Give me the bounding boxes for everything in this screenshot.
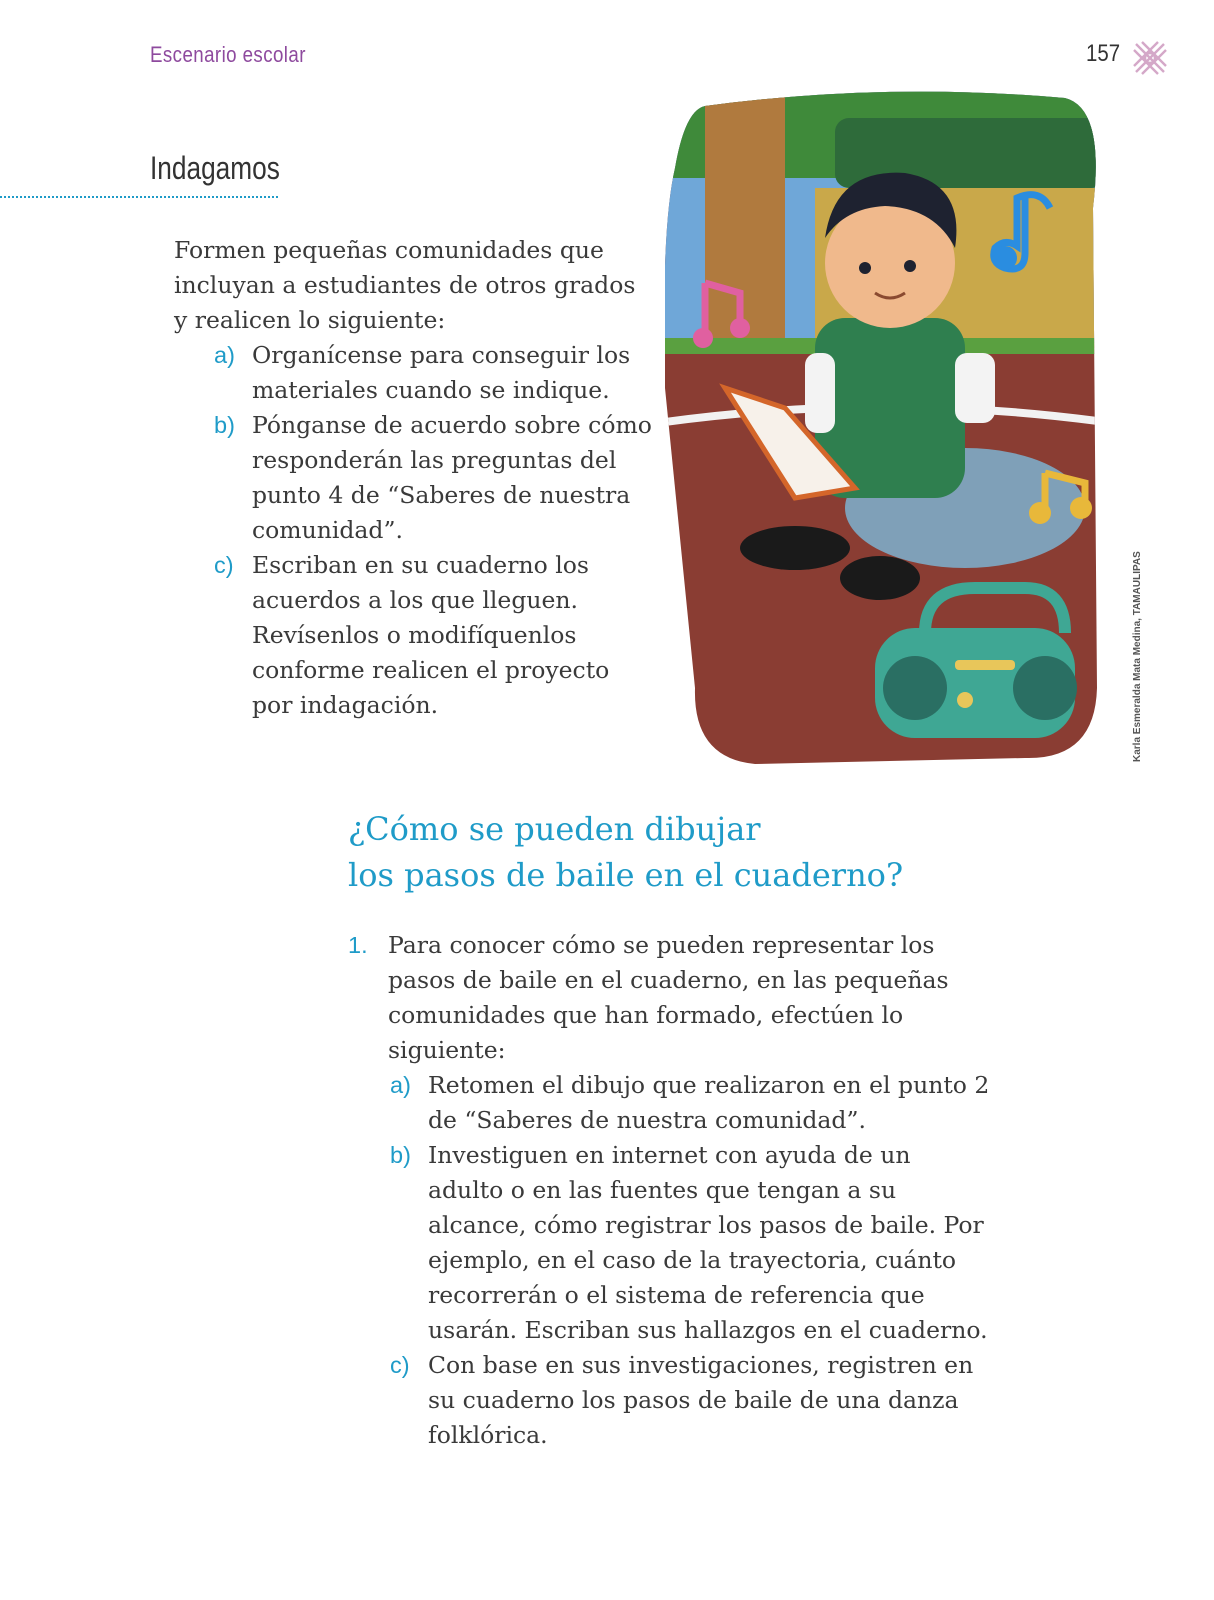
item-number: 1.	[348, 932, 368, 958]
list-item	[390, 1138, 990, 1348]
boy-with-notebook-illustration	[665, 88, 1105, 764]
list-item	[390, 1348, 990, 1453]
item-text: Investiguen en internet con ayuda de un adulto o en las fuentes que tengan a su alcance, cómo registrar los pasos de baile. Por ejemplo, en el caso de la trayectoria, cuánto recorrerán o el sistema de referencia que usarán. Escriban sus hallazgos en el cuaderno.	[428, 1141, 988, 1344]
page-number: 157	[1086, 40, 1121, 67]
illustration-credit: Karla Esmeralda Mata Medina, TAMAULIPAS	[1132, 551, 1143, 762]
item-text: Con base en sus investigaciones, registren en su cuaderno los pasos de baile de una danza folklórica.	[428, 1351, 974, 1449]
section-label: Escenario escolar	[150, 42, 306, 67]
item-marker: c)	[214, 552, 234, 578]
item-marker: b)	[390, 1142, 411, 1168]
section-title: Indagamos	[150, 150, 280, 186]
question-line-1: ¿Cómo se pueden dibujar	[348, 810, 761, 848]
item-text: Escriban en su cuaderno los acuerdos a los que lleguen. Revísenlos o modifíquenlos conforme realicen el proyecto por indagación.	[252, 551, 610, 719]
decorative-knot-icon	[1130, 38, 1170, 78]
indagamos-list	[214, 338, 654, 723]
item-marker: c)	[390, 1352, 410, 1378]
item-text: Pónganse de acuerdo sobre cómo responderán las preguntas del punto 4 de “Saberes de nuestra comunidad”.	[252, 411, 652, 544]
item-text: Retomen el dibujo que realizaron en el punto 2 de “Saberes de nuestra comunidad”.	[428, 1071, 990, 1134]
section-divider	[0, 196, 278, 198]
question-heading	[348, 806, 1048, 898]
list-item	[214, 408, 654, 548]
item-text: Para conocer cómo se pueden representar los pasos de baile en el cuaderno, en las pequeñas comunidades que han formado, efectúen lo siguiente:	[388, 931, 949, 1064]
list-item	[214, 338, 654, 408]
activity-item-1	[348, 928, 988, 1068]
item-text: Organícense para conseguir los materiales cuando se indique.	[252, 341, 631, 404]
item-marker: b)	[214, 412, 235, 438]
question-line-2: los pasos de baile en el cuaderno?	[348, 856, 904, 894]
item-marker: a)	[214, 342, 235, 368]
list-item	[390, 1068, 990, 1138]
list-item	[214, 548, 654, 723]
activity-sublist	[390, 1068, 990, 1453]
item-marker: a)	[390, 1072, 411, 1098]
intro-paragraph: Formen pequeñas comunidades que incluyan a estudiantes de otros grados y realicen lo siguiente:	[174, 236, 636, 334]
